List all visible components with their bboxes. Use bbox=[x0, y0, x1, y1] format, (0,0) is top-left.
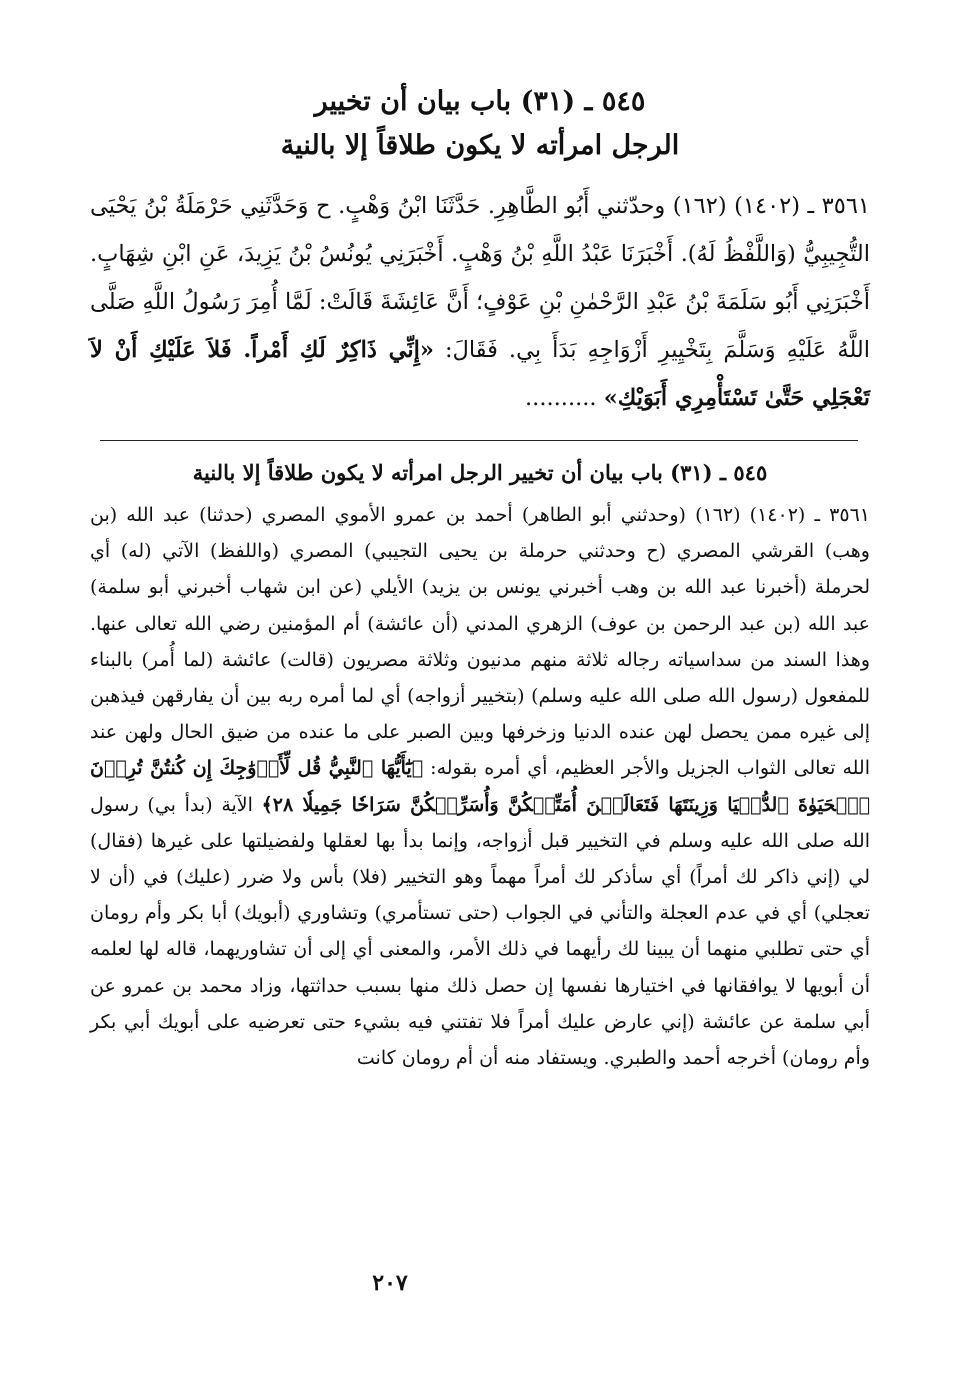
page-number: ٢٠٧ bbox=[372, 1270, 408, 1296]
commentary-text bbox=[90, 497, 870, 1076]
commentary-part-2: الآية (بدأ بي) رسول الله صلى الله عليه وسلم في التخيير قبل أزواجه، وإنما بدأ بها لعقلها ولفضيلتها على غيرها (فقال) لي (إني ذاكر لك أمراً) أي سأذكر لك أمراً مهماً وهو التخيير (فلا) بأس ولا ضرر (عليك) في (أن لا تعجلي) أي في عدم العجلة والتأني في الجواب (حتى تستأمري) وتشاوري (أبويك) أبا بكر وأم رومان أي حتى تطلبي منهما أن يبينا لك رأيهما في ذلك الأمر، والمعنى أي إلى أن تشاوريهما، قاله لها لعلمه أن أبويها لا يوافقانها في اختيارها نفسها إن حصل ذلك منها بسبب حداثتها، وزاد محمد بن عمرو عن أبي سلمة عن عائشة (إني عارض عليك أمراً فلا تفتني فيه بشيء حتى تعرضيه على أبويك أبي بكر وأم رومان) أخرجه أحمد والطبري. ويستفاد منه أن أم رومان كانت bbox=[90, 793, 870, 1070]
quran-ayah: ﴿يَٰٓأَيُّهَا ٱلنَّبِيُّ قُل لِّأَزۡوَٰجِكَ إِن كُنتُنَّ تُرِدۡنَ ٱلۡحَيَوٰةَ ٱلدُّنۡيَا وَزِينَتَهَا فَتَعَالَيۡنَ أُمَتِّعۡكُنَّ وَأُسَرِّحۡكُنَّ سَرَاحٗا جَمِيلٗا ٢٨﴾ bbox=[90, 757, 871, 816]
commentary-part-1: ٣٥٦١ ـ (١٤٠٢) (١٦٢) (وحدثني أبو الطاهر) أحمد بن عمرو الأموي المصري (حدثنا) عبد الله (بن وهب) القرشي المصري (ح وحدثني حرملة بن يحيى التجيبي) المصري (واللفظ) الآتي (له) أي لحرملة (أخبرنا عبد الله بن وهب أخبرني يونس بن يزيد) الأيلي (عن ابن شهاب أخبرني أبو سلمة) عبد الله (بن عبد الرحمن بن عوف) الزهري المدني (أن عائشة) أم المؤمنين رضي الله تعالى عنها. وهذا السند من سداسياته رجاله ثلاثة منهم مدنيون وثلاثة مصريون (قالت) عائشة (لما أُمر) بالبناء للمفعول (رسول الله صلى الله عليه وسلم) (بتخيير أزواجه) أي لما أمره ربه بين أن يفارقهن فيذهبن إلى غيره ممن يحصل لهن عنده الدنيا وزخرفها وبين الصبر على ما عنده من ضيق الحال ولهن عند الله تعالى الثواب الجزيل والأجر العظيم، أي أمره بقوله: bbox=[90, 504, 870, 780]
chapter-title-line-2: الرجل امرأته لا يكون طلاقاً إلا بالنية bbox=[280, 130, 680, 161]
commentary-block bbox=[90, 455, 870, 1076]
hadith-isnad: ٣٥٦١ ـ (١٤٠٢) (١٦٢) وحدّثني أَبُو الطَّاهِرِ. حَدَّثَنَا ابْنُ وَهْبٍ. ح وَحَدَّثَنِي حَرْمَلَةُ بْنُ يَحْيَى التُّجِيبِيُّ (وَاللَّفْظُ لَهُ). أَخْبَرَنَا عَبْدُ اللَّهِ بْنُ وَهْبٍ. أَخْبَرَنِي يُونُسُ بْنُ يَزِيدَ، عَنِ ابْنِ شِهَابٍ. أَخْبَرَنِي أَبُو سَلَمَةَ بْنُ عَبْدِ الرَّحْمٰنِ بْنِ عَوْفٍ؛ أَنَّ عَائِشَةَ قَالَتْ: لَمَّا أُمِرَ رَسُولُ اللَّهِ صَلَّى اللَّهُ عَلَيْهِ وَسَلَّمَ بِتَخْيِيرِ أَزْوَاجِهِ بَدَأَ بِي. فَقَالَ: bbox=[90, 193, 871, 363]
hadith-quote: «إِنِّي ذَاكِرٌ لَكِ أَمْراً. فَلاَ عَلَيْكِ أَنْ لاَ تَعْجَلِي حَتَّىٰ تَسْتَأْمِرِي أَبَوَيْكِ» bbox=[90, 337, 870, 411]
page-body bbox=[90, 80, 871, 1070]
hadith-text-block bbox=[90, 182, 870, 422]
hadith-dots: .......... bbox=[525, 385, 604, 411]
commentary-title: ٥٤٥ ـ (٣١) باب بيان أن تخيير الرجل امرأته لا يكون طلاقاً إلا بالنية bbox=[192, 460, 768, 485]
chapter-title bbox=[90, 80, 870, 168]
section-divider bbox=[100, 440, 858, 441]
chapter-title-line-1: ٥٤٥ ـ (٣١) باب بيان أن تخيير bbox=[314, 86, 646, 117]
